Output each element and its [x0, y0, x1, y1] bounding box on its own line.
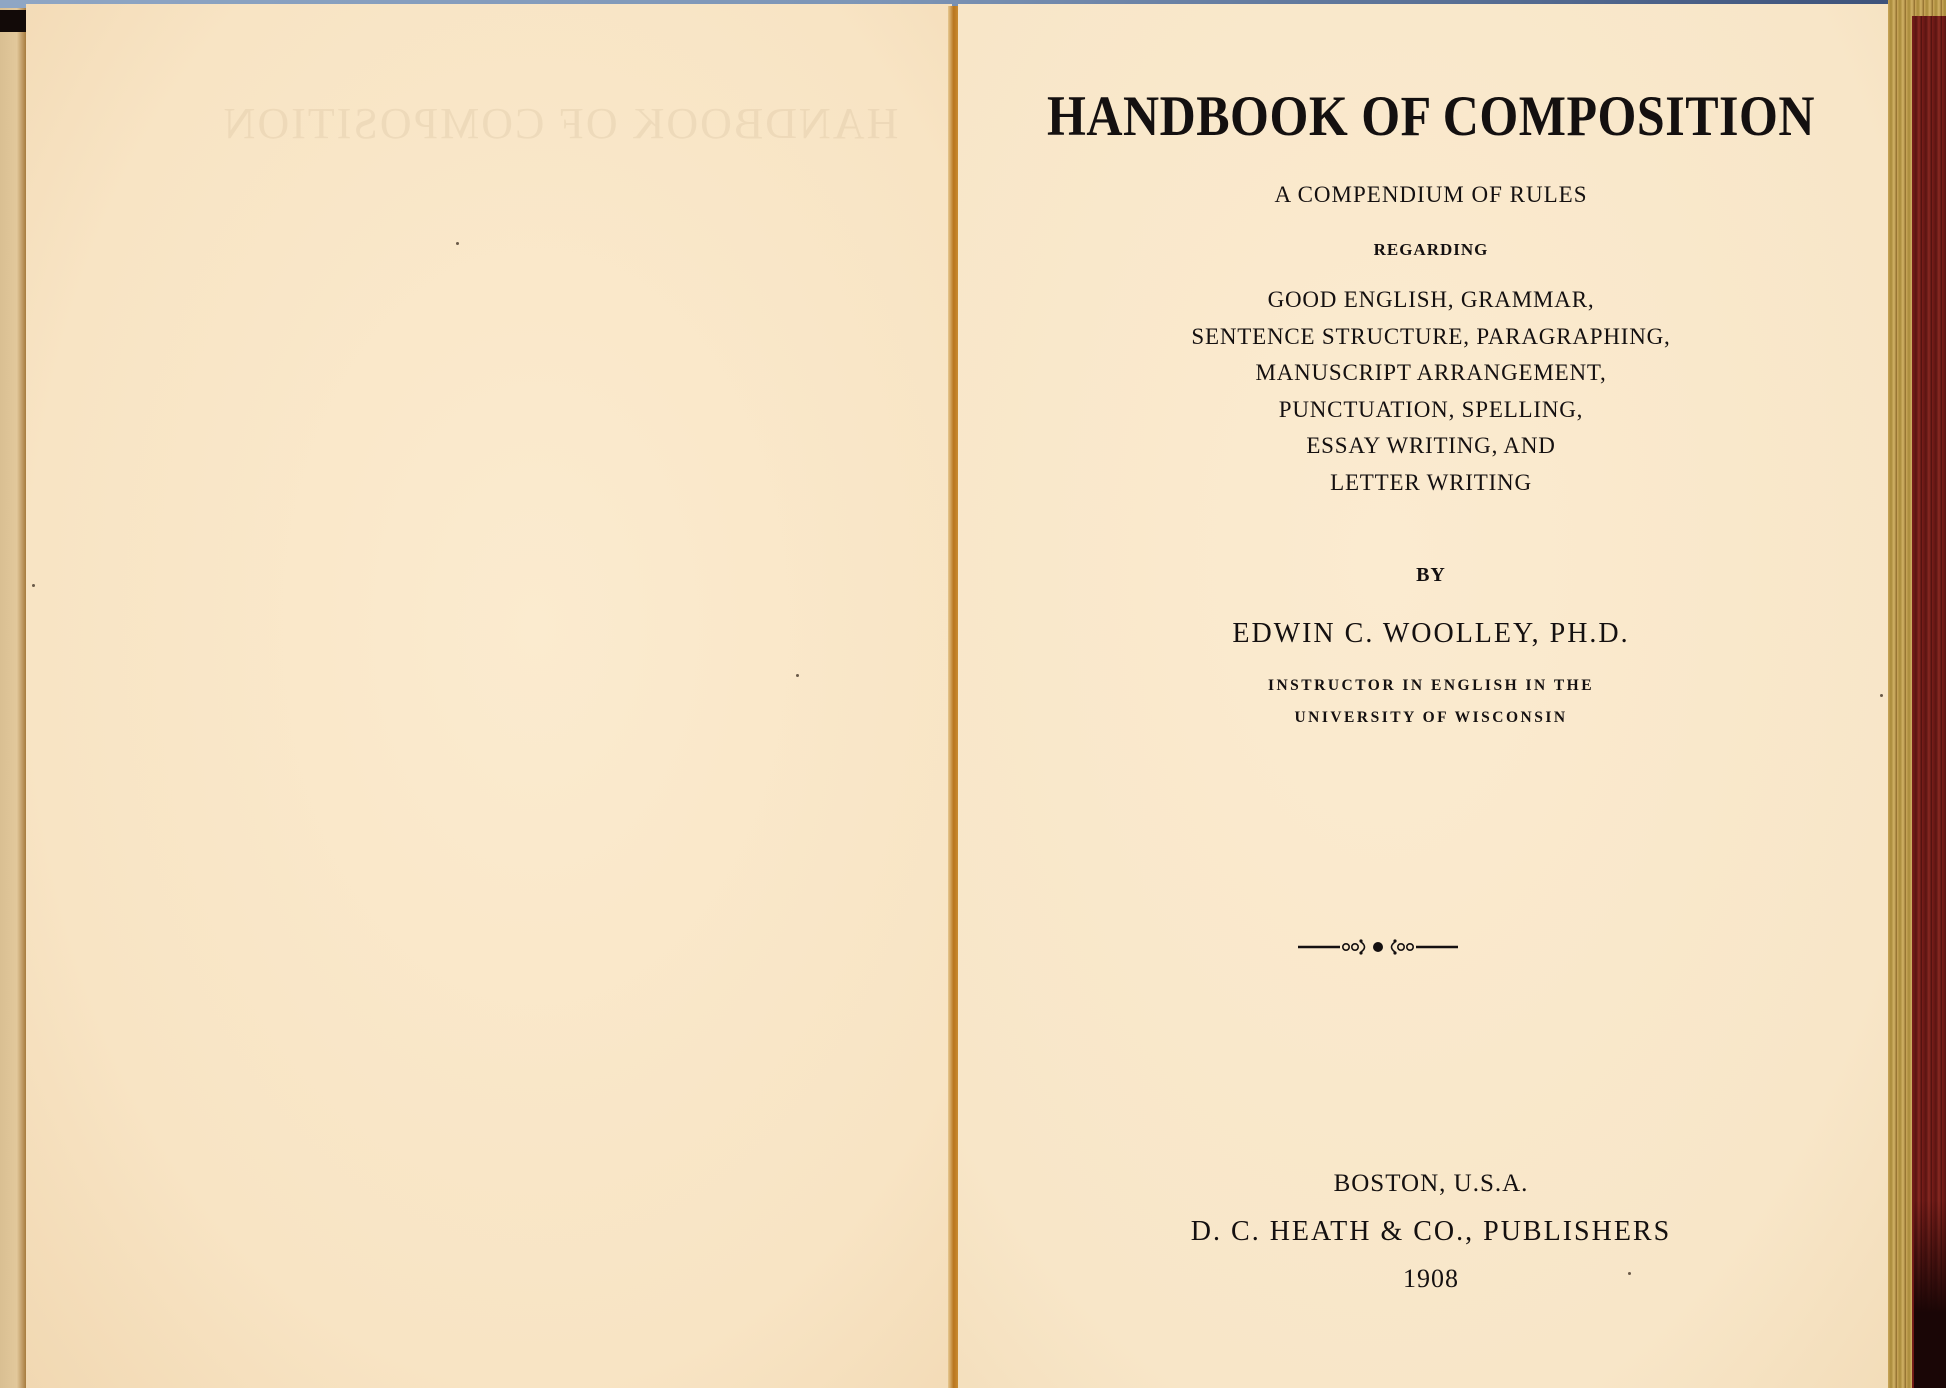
fleuron-ornament-icon	[1298, 936, 1458, 958]
book-cover-left-edge	[0, 8, 28, 1388]
author-name	[958, 618, 1904, 650]
cover-corner	[0, 10, 26, 32]
book-subtitle: A COMPENDIUM OF RULES	[1274, 182, 1588, 207]
affiliation-line: INSTRUCTOR IN ENGLISH IN THE	[1267, 677, 1595, 694]
book-fore-edge-red	[1912, 16, 1946, 1388]
topic-line: PUNCTUATION, SPELLING,	[1278, 396, 1584, 422]
affiliation-line: UNIVERSITY OF WISCONSIN	[1294, 709, 1568, 726]
topic-line: SENTENCE STRUCTURE, PARAGRAPHING,	[1191, 323, 1671, 349]
author-affiliation	[958, 670, 1904, 734]
author-degree: PH.D.	[1549, 618, 1630, 649]
left-page	[26, 4, 952, 1388]
book-fore-edge-shadow	[1914, 1200, 1946, 1388]
author-name-text: EDWIN C. WOOLLEY,	[1232, 618, 1550, 649]
topic-line: MANUSCRIPT ARRANGEMENT,	[1255, 360, 1607, 385]
imprint-place: BOSTON, U.S.A.	[1333, 1170, 1529, 1197]
paper-speck	[796, 674, 799, 677]
topic-line: GOOD ENGLISH, GRAMMAR,	[1267, 287, 1595, 312]
paper-speck	[32, 584, 35, 587]
by-label: BY	[1416, 564, 1446, 586]
imprint-publisher: D. C. HEATH & CO., PUBLISHERS	[1190, 1216, 1672, 1247]
topics-list	[958, 282, 1904, 501]
topic-line: ESSAY WRITING, AND	[1306, 433, 1556, 458]
book-title: HANDBOOK OF COMPOSITION	[1046, 83, 1816, 148]
topic-line: LETTER WRITING	[1330, 469, 1532, 495]
paper-speck	[456, 242, 459, 245]
regarding-label: REGARDING	[1373, 240, 1489, 259]
show-through-text: HANDBOOK OF COMPOSITION	[221, 99, 899, 148]
imprint-year: 1908	[1403, 1264, 1459, 1293]
